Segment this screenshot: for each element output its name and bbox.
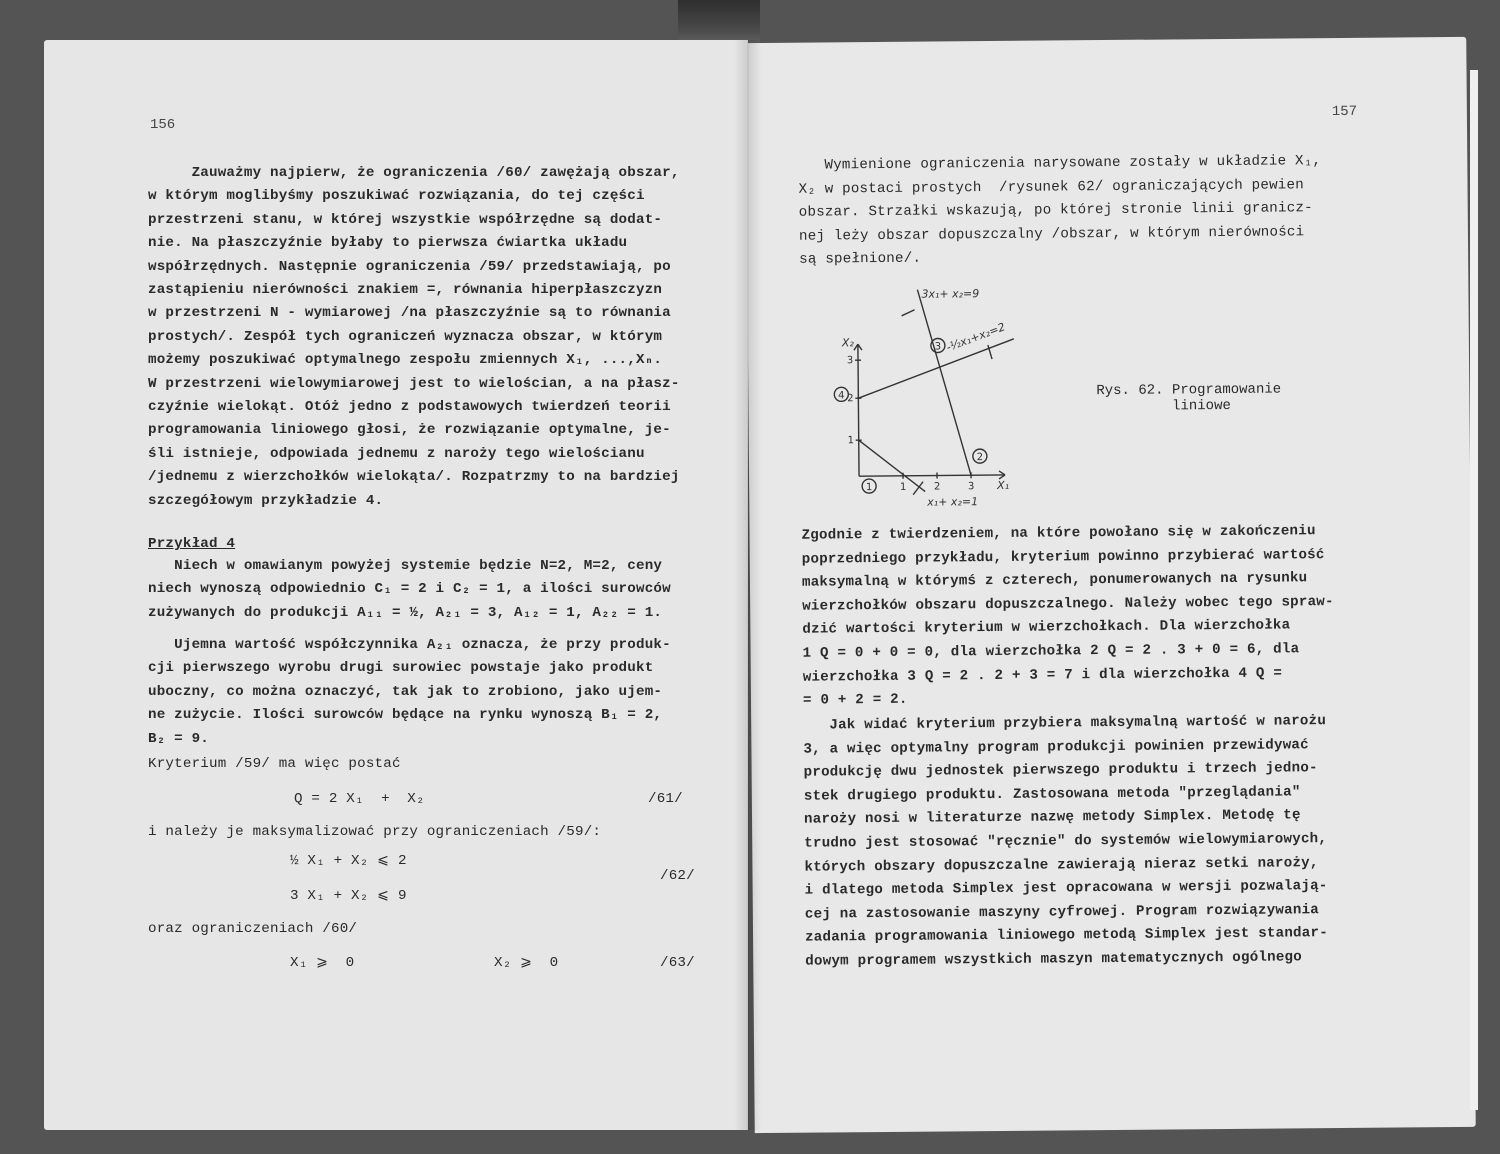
text-line: 3, a więc optymalny program produkcji powinien przewidywać [803, 736, 1309, 758]
text-line: wierzchołka 3 Q = 2 . 2 + 3 = 7 i dla wierzchołka 4 Q = [802, 665, 1283, 686]
text-line: których obszary dopuszczalne zawierają nieraz setki naroży, [804, 854, 1319, 876]
text-line: trudno jest stosować "ręcznie" do systemów wielowymiarowych, [804, 831, 1328, 852]
text-line: szczegółowym przykładzie 4. [148, 492, 384, 509]
line-3x1-plus-x2-eq-9 [917, 289, 971, 475]
text-line: Jak widać kryterium przybiera maksymalną wartość w narożu [803, 713, 1327, 734]
criterion-intro: Kryterium /59/ ma więc postać [148, 756, 401, 772]
page-number-right: 157 [1331, 103, 1358, 121]
x-axis [859, 475, 1005, 476]
constraints-intro: i należy je maksymalizować przy ograniczeniach /59/: [148, 824, 602, 840]
page-number-left: 156 [150, 117, 176, 133]
text-line: współrzędnych. Następnie ograniczenia /59/ przedstawiają, po [148, 258, 671, 275]
text-line: programowania liniowego głosi, że rozwiązanie optymalne, je- [148, 422, 671, 439]
figure-62-graph [827, 279, 1029, 511]
text-line: możemy poszukiwać optymalnego zespołu zmiennych X₁, ...,Xₙ. [148, 352, 663, 369]
equation-63b: X₂ ⩾ 0 [494, 955, 559, 971]
text-line: wierzchołków obszaru dopuszczalnego. Należy wobec tego spraw- [802, 593, 1334, 615]
text-line: /jednemu z wierzchołków wielokąta/. Rozpatrzmy to na bardziej [148, 469, 680, 486]
text-line: Zauważmy najpierw, że ograniczenia /60/ zawężają obszar, [148, 165, 680, 181]
left-page [44, 40, 748, 1130]
text-line: ne zużycie. Ilości surowców będące na rynku wynoszą B₁ = 2, [148, 707, 663, 724]
text-line: Ujemna wartość współczynnika A₂₁ oznacza, że przy produk- [148, 637, 671, 653]
text-line: cej na zastosowanie maszyny cyfrowej. Program rozwiązywania [804, 901, 1320, 923]
text-line: zużywanych do produkcji A₁₁ = ½, A₂₁ = 3, A₁₂ = 1, A₂₂ = 1. [148, 604, 663, 621]
text-line: 1 Q = 0 + 0 = 0, dla wierzchołka 2 Q = 2 . 3 + 0 = 6, dla [802, 641, 1300, 662]
figure-caption-line-2: liniowe [1096, 397, 1231, 416]
text-line: nie. Na płaszczyźnie byłaby to pierwsza ćwiartka układu [148, 235, 628, 252]
example-heading: Przykład 4 [148, 536, 236, 552]
text-line: produkcję dwu jednostek pierwszego produktu i trzech jedno- [803, 760, 1318, 781]
text-line: nej leży obszar dopuszczalny /obszar, w którym nierówności [798, 224, 1305, 245]
page-edge-strip [1470, 70, 1478, 1110]
text-line: zadania programowania liniowego metodą Simplex jest standar- [804, 925, 1328, 947]
text-line: czyźnie wielokąt. Otóż jedno z podstawowych twierdzeń teorii [148, 399, 671, 415]
text-line: cji pierwszego wyrobu drugi surowiec powstaje jako produkt [148, 660, 654, 677]
text-line: w którym moglibyśmy poszukiwać rozwiązania, do tej części [148, 188, 645, 205]
text-line: obszar. Strzałki wskazują, po której stronie linii granicz- [798, 200, 1313, 221]
figure-caption-line-1: Rys. 62. Programowanie [1096, 381, 1282, 400]
line-2-label: -½x₁+x₂=2 [944, 320, 1007, 355]
text-line: Niech w omawianym powyżej systemie będzie N=2, M=2, ceny [148, 558, 663, 574]
text-line: dowym programem wszystkich maszyn matematycznych ogólnego [805, 949, 1303, 970]
text-line: w przestrzeni N - wymiarowej /na płaszczyźnie są to równania [148, 305, 671, 322]
page-gutter [734, 40, 762, 1130]
vertex-1-label: 1 [865, 482, 873, 494]
x-tick-2: 2 [933, 481, 941, 493]
text-line: X₂ w postaci prostych /rysunek 62/ ograniczających pewien [798, 176, 1304, 198]
text-line: maksymalną w którymś z czterech, ponumerowanych na rysunku [801, 570, 1308, 591]
line-3-label: x₁+ x₂=1 [927, 495, 979, 509]
x-tick-1: 1 [899, 481, 907, 493]
text-line: prostych/. Zespół tych ograniczeń wyznacza obszar, w którym [148, 328, 663, 345]
text-line: i dlatego metoda Simplex jest opracowana w wersji pozwalają- [804, 878, 1328, 899]
y-tick-3: 3 [846, 355, 854, 367]
arrow-line-1 [902, 310, 915, 316]
vertex-2-label: 2 [976, 452, 984, 464]
x-tick-3: 3 [967, 481, 975, 493]
vertex-3-label: 3 [934, 341, 942, 353]
right-page [745, 37, 1475, 1133]
y-axis-label: X₂ [841, 336, 854, 350]
equation-63a: X₁ ⩾ 0 [290, 955, 355, 971]
text-line: W przestrzeni wielowymiarowej jest to wielościan, a na płasz- [148, 375, 680, 392]
equation-63-label: /63/ [660, 955, 695, 971]
y-axis [858, 344, 859, 476]
equation-62b: 3 X₁ + X₂ ⩽ 9 [290, 888, 407, 904]
line-1-label: 3x₁+ x₂=9 [921, 287, 980, 301]
equation-62-label: /62/ [660, 868, 695, 884]
equation-62a: ½ X₁ + X₂ ⩽ 2 [290, 853, 407, 869]
equation-61-label: /61/ [648, 791, 683, 807]
text-line: poprzedniego przykładu, kryterium powinno przybierać wartość [801, 546, 1325, 568]
y-tick-2: 2 [847, 393, 854, 405]
constraints-intro-2: oraz ograniczeniach /60/ [148, 921, 358, 937]
vertex-4-label: 4 [838, 390, 845, 402]
text-line: śli istnieje, odpowiada jednemu z naroży tego wielościanu [148, 445, 645, 462]
text-line: są spełnione/. [799, 251, 922, 269]
equation-61: Q = 2 X₁ + X₂ [294, 791, 425, 807]
text-line: Zgodnie z twierdzeniem, na które powołano się w zakończeniu [801, 523, 1316, 544]
text-line: zastąpieniu nierówności znakiem =, równania hiperpłaszczyzn [148, 282, 663, 298]
text-line: = 0 + 2 = 2. [802, 691, 908, 709]
text-line: naroży nosi w literaturze nazwę metody Simplex. Metodę tę [803, 807, 1301, 829]
text-line: dzić wartości kryterium w wierzchołkach. Dla wierzchołka [802, 617, 1291, 639]
text-line: przestrzeni stanu, w której wszystkie współrzędne są dodat- [148, 211, 663, 228]
text-line: Wymienione ograniczenia narysowane zostały w układzie X₁, [798, 153, 1322, 174]
y-tick-1: 1 [847, 435, 854, 447]
x-axis-label: X₁ [997, 478, 1010, 492]
text-line: niech wynoszą odpowiednio C₁ = 2 i C₂ = 1, a ilości surowców [148, 581, 671, 598]
text-line: B₂ = 9. [148, 730, 209, 747]
text-line: stek drugiego produktu. Zastosowana metoda "przeglądania" [803, 784, 1301, 805]
text-line: uboczny, co można oznaczyć, tak jak to zrobiono, jako ujem- [148, 683, 663, 700]
